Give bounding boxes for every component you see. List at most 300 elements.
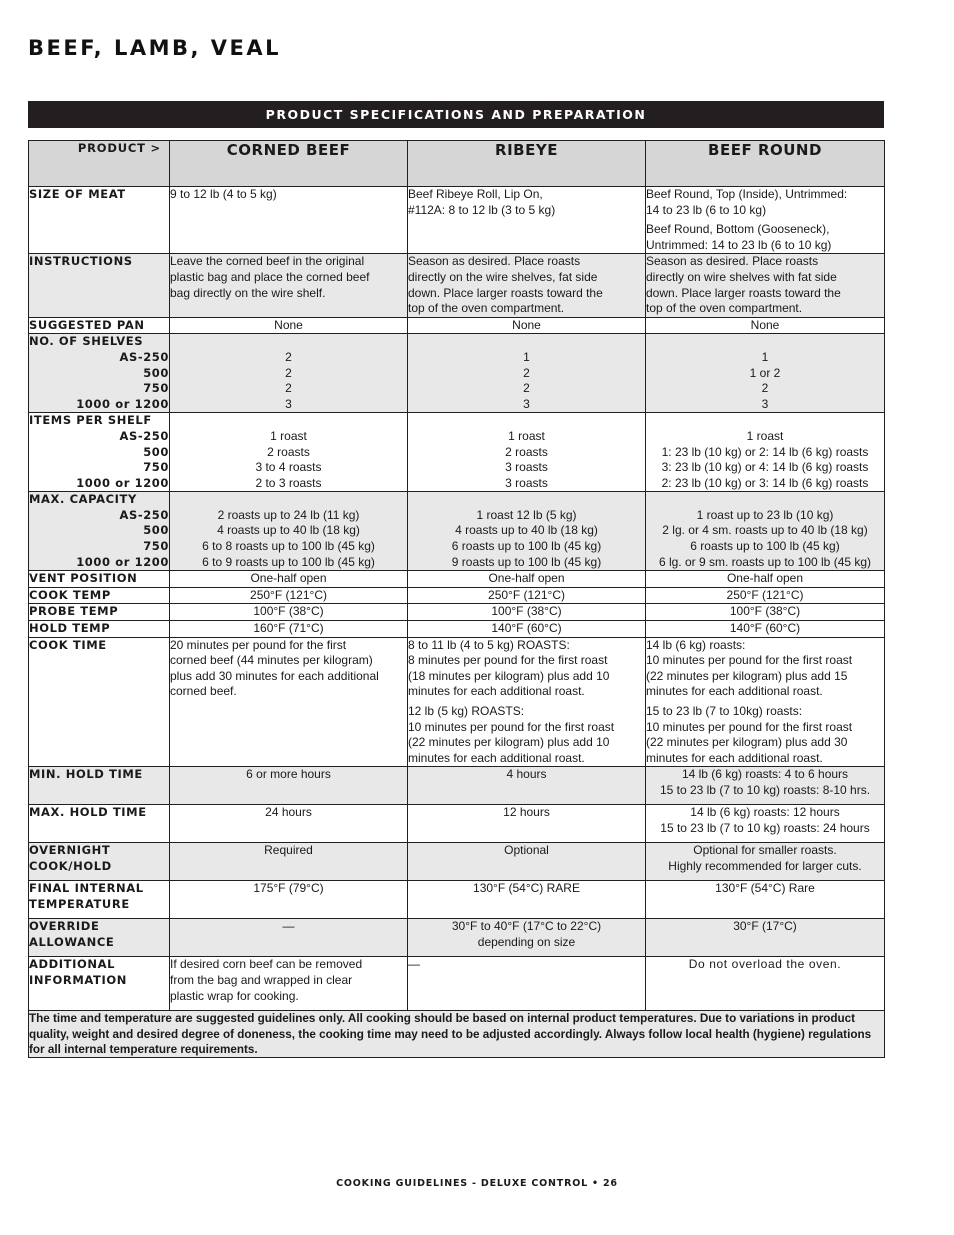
table-cell (646, 621, 885, 638)
row-label-text: INSTRUCTIONS (29, 254, 133, 269)
cell-paragraph (408, 254, 645, 316)
cell-text: 3 (285, 396, 292, 411)
cell-spacer (408, 492, 645, 508)
cell-paragraph (170, 254, 407, 301)
table-cell (408, 767, 646, 805)
row-label (29, 621, 170, 638)
cell-text: 10 minutes per pound for the first roast (408, 719, 615, 734)
cell-text: 15 to 23 lb (7 to 10 kg) roasts: 8-10 hrs. (659, 782, 871, 797)
row-label (29, 254, 170, 317)
cell-text: 6 roasts up to 100 lb (45 kg) (690, 539, 840, 554)
cell-paragraph (170, 508, 407, 570)
cell-text: 2 (285, 365, 292, 380)
cell-text: minutes for each additional roast. (646, 750, 823, 765)
cell-text: 2 (523, 365, 530, 380)
table-cell (408, 957, 646, 1011)
table-cell (646, 492, 885, 571)
cell-text: 140°F (60°C) (491, 621, 562, 636)
row-label-text: COOK/HOLD (29, 858, 112, 873)
table-cell (170, 881, 408, 919)
cell-text: 2 roasts (505, 444, 548, 459)
table-row-items-per-shelf (29, 413, 885, 492)
cell-paragraph (408, 919, 645, 950)
row-sublabel-model: 500 (143, 523, 169, 538)
cell-text: 10 minutes per pound for the first roast (646, 653, 853, 668)
table-cell (646, 604, 885, 621)
row-label-text: TEMPERATURE (29, 896, 130, 911)
table-row-override-allowance (29, 919, 885, 957)
cell-text: 140°F (60°C) (729, 621, 801, 636)
page-title: BEEF, LAMB, VEAL (28, 36, 282, 60)
cell-text: 6 to 9 roasts up to 100 lb (45 kg) (202, 554, 375, 569)
row-label (29, 334, 170, 413)
cell-text: One-half open (726, 571, 804, 586)
table-cell (170, 604, 408, 621)
cell-text: Season as desired. Place roasts (646, 254, 819, 269)
cell-paragraph (408, 571, 645, 587)
row-label-text: HOLD TEMP (29, 621, 111, 636)
table-cell (646, 571, 885, 588)
cell-text: 1 roast up to 23 lb (10 kg) (696, 507, 834, 522)
cell-text: Beef Round, Bottom (Gooseneck), (646, 222, 830, 237)
cell-text: 1 roast (270, 428, 307, 443)
cell-paragraph (646, 704, 884, 766)
table-cell (408, 317, 646, 334)
cell-paragraph (170, 881, 407, 897)
cell-text: 160°F (71°C) (253, 621, 324, 636)
table-cell (408, 571, 646, 588)
cell-text: 250°F (121°C) (250, 587, 327, 602)
cell-text: None (750, 317, 780, 332)
cell-text: 10 minutes per pound for the first roast (646, 719, 853, 734)
cell-text: minutes for each additional roast. (408, 684, 585, 699)
table-cell (646, 637, 885, 767)
cell-paragraph (646, 187, 884, 218)
cell-text: One-half open (250, 571, 327, 586)
row-label-text: COOK TEMP (29, 587, 111, 602)
cell-spacer (646, 492, 884, 508)
table-cell (408, 604, 646, 621)
table-row-suggested-pan (29, 317, 885, 334)
table-cell (170, 919, 408, 957)
cell-spacer (170, 413, 407, 429)
cell-text: directly on wire shelves with fat side (646, 269, 837, 284)
table-row-hold-temp (29, 621, 885, 638)
cell-text: Untrimmed: 14 to 23 lb (6 to 10 kg) (646, 237, 832, 252)
cell-paragraph (408, 429, 645, 491)
cell-paragraph (170, 919, 407, 935)
cell-text: 1 roast (746, 428, 784, 443)
table-cell (408, 919, 646, 957)
cell-paragraph (408, 881, 645, 897)
cell-text: (22 minutes per kilogram) plus add 30 (646, 735, 848, 750)
cell-text: 6 or more hours (246, 767, 331, 782)
page-footer: COOKING GUIDELINES - DELUXE CONTROL • 26 (336, 1178, 618, 1189)
cell-paragraph (646, 350, 884, 412)
row-label-text: SIZE OF MEAT (29, 187, 126, 201)
cell-paragraph (646, 881, 884, 897)
cell-text: 12 hours (503, 805, 550, 820)
row-label (29, 187, 170, 254)
cell-text: 100°F (38°C) (491, 604, 562, 619)
cell-text: 1: 23 lb (10 kg) or 2: 14 lb (6 kg) roasts (661, 444, 869, 459)
row-sublabel-model: 1000 or 1200 (76, 396, 169, 411)
row-label (29, 413, 170, 492)
table-cell (170, 805, 408, 843)
table-cell (170, 621, 408, 638)
cell-paragraph (170, 805, 407, 821)
row-sublabel-model: AS-250 (119, 428, 169, 443)
table-cell (170, 413, 408, 492)
cell-text: corned beef (44 minutes per kilogram) (170, 653, 373, 668)
table-cell (170, 587, 408, 604)
cell-text: 6 roasts up to 100 lb (45 kg) (451, 539, 602, 554)
cell-text: plastic bag and place the corned beef (170, 269, 370, 284)
cell-text: down. Place larger roasts toward the (408, 285, 603, 300)
cell-paragraph (646, 254, 884, 316)
cell-spacer (170, 334, 407, 350)
cell-text: 4 hours (506, 767, 547, 782)
table-cell (646, 587, 885, 604)
cell-text: 30°F (17°C) (733, 919, 797, 934)
cell-text: 2 to 3 roasts (255, 475, 322, 490)
cell-text: 2 lg. or 4 sm. roasts up to 40 lb (18 kg) (662, 523, 868, 538)
cell-text: Optional (504, 843, 549, 858)
table-cell (408, 621, 646, 638)
cell-paragraph (646, 222, 884, 253)
row-label-text: OVERRIDE (29, 919, 100, 934)
cell-text: 1 (761, 349, 769, 364)
table-cell (170, 334, 408, 413)
table-cell (170, 571, 408, 588)
cell-paragraph (646, 571, 884, 587)
cell-text: 9 to 12 lb (4 to 5 kg) (170, 187, 277, 201)
cell-text: Season as desired. Place roasts (408, 254, 581, 269)
cell-text: 3: 23 lb (10 kg) or 4: 14 lb (6 kg) roasts (661, 460, 869, 475)
row-label (29, 957, 170, 1011)
cell-paragraph (170, 621, 407, 637)
row-sublabel-model: AS-250 (119, 507, 169, 522)
cell-text: plus add 30 minutes for each additional (170, 668, 379, 683)
table-cell (170, 254, 408, 317)
row-sublabel-model: 750 (143, 381, 169, 396)
row-label-text: ITEMS PER SHELF (29, 413, 152, 428)
cell-text: 14 lb (6 kg) roasts: 4 to 6 hours (681, 767, 849, 782)
cell-text: 175°F (79°C) (253, 881, 324, 896)
cell-paragraph (408, 621, 645, 637)
table-cell (408, 334, 646, 413)
cell-text: 3 roasts (505, 475, 548, 490)
cell-paragraph (646, 621, 884, 637)
table-cell (646, 843, 885, 881)
cell-paragraph (408, 187, 645, 218)
cell-text: corned beef. (170, 684, 237, 699)
cell-text: 100°F (38°C) (729, 604, 801, 619)
cell-text: bag directly on the wire shelf. (170, 285, 326, 300)
cell-text: 100°F (38°C) (253, 604, 324, 619)
row-label-text: ADDITIONAL (29, 957, 116, 972)
cell-text: 15 to 23 lb (7 to 10 kg) roasts: 24 hours (660, 820, 870, 835)
row-label-text: NO. OF SHELVES (29, 334, 144, 349)
row-label-text: MAX. CAPACITY (29, 492, 137, 507)
table-cell (408, 413, 646, 492)
cell-spacer (646, 334, 884, 350)
row-label-text: PROBE TEMP (29, 604, 119, 619)
table-cell (408, 843, 646, 881)
table-cell (408, 881, 646, 919)
table-header-row (29, 141, 885, 187)
cell-paragraph (646, 638, 884, 700)
table-cell (646, 805, 885, 843)
cell-text: 30°F to 40°F (17°C to 22°C) (451, 919, 602, 934)
table-cell (408, 805, 646, 843)
row-sublabel-model: 1000 or 1200 (76, 554, 169, 569)
cell-text: 1 or 2 (749, 365, 781, 380)
cell-text: 130°F (54°C) RARE (473, 881, 580, 896)
cell-paragraph (646, 318, 884, 334)
row-label-text: ALLOWANCE (29, 934, 115, 949)
row-sublabel-model: 750 (143, 539, 169, 554)
cell-text: 3 to 4 roasts (255, 460, 322, 475)
cell-text: depending on size (477, 934, 576, 949)
row-label (29, 919, 170, 957)
column-header-corned-beef: CORNED BEEF (170, 141, 408, 187)
table-cell (646, 254, 885, 317)
column-header-beef-round: BEEF ROUND (646, 141, 885, 187)
row-sublabel-model: AS-250 (119, 349, 169, 364)
table-row-cook-temp (29, 587, 885, 604)
table-cell (408, 254, 646, 317)
cell-text: from the bag and wrapped in clear (170, 972, 353, 987)
cell-spacer (646, 413, 884, 429)
cell-text: down. Place larger roasts toward the (646, 285, 841, 300)
cell-text: 8 minutes per pound for the first roast (408, 653, 608, 668)
table-row-vent-position (29, 571, 885, 588)
cell-text: 3 (761, 396, 769, 411)
cell-paragraph (170, 318, 407, 334)
cell-text: 14 lb (6 kg) roasts: (646, 637, 746, 652)
cell-paragraph (170, 638, 407, 700)
cell-spacer (408, 413, 645, 429)
cell-text: minutes for each additional roast. (646, 684, 823, 699)
row-sublabel-model: 500 (143, 444, 169, 459)
cell-paragraph (646, 604, 884, 620)
cell-text: 20 minutes per pound for the first (170, 637, 347, 652)
row-label-text: VENT POSITION (29, 571, 138, 586)
cell-text: 24 hours (265, 805, 312, 820)
row-label-text: SUGGESTED PAN (29, 317, 145, 332)
product-spec-table (28, 140, 885, 1058)
table-row-overnight-cook-hold (29, 843, 885, 881)
cell-spacer (170, 492, 407, 508)
cell-text: 2 (285, 381, 292, 396)
table-row-probe-temp (29, 604, 885, 621)
table-row-additional-information (29, 957, 885, 1011)
product-label-header: PRODUCT > (29, 141, 170, 187)
cell-text: 14 lb (6 kg) roasts: 12 hours (690, 805, 840, 820)
row-label (29, 587, 170, 604)
cell-text: 15 to 23 lb (7 to 10kg) roasts: (646, 704, 803, 718)
table-cell (408, 187, 646, 254)
table-cell (170, 317, 408, 334)
cell-paragraph (646, 429, 884, 491)
cell-paragraph (646, 843, 884, 874)
cell-paragraph (646, 957, 884, 973)
table-row-max-hold-time (29, 805, 885, 843)
table-cell (646, 957, 885, 1011)
cell-paragraph (170, 604, 407, 620)
cell-text: Highly recommended for larger cuts. (668, 858, 862, 873)
table-cell (646, 187, 885, 254)
cell-paragraph (170, 957, 407, 1004)
cell-paragraph (170, 767, 407, 783)
table-cell (170, 187, 408, 254)
cell-text: 250°F (121°C) (488, 587, 565, 602)
table-cell (646, 334, 885, 413)
cell-text: 130°F (54°C) Rare (715, 881, 815, 896)
cell-text: 2 (523, 381, 530, 396)
cell-text: 4 roasts up to 40 lb (18 kg) (455, 523, 598, 538)
cell-paragraph (408, 704, 645, 766)
cell-text: Leave the corned beef in the original (170, 254, 365, 269)
row-label-text: FINAL INTERNAL (29, 881, 144, 896)
cell-text: None (512, 317, 541, 332)
cell-text: Optional for smaller roasts. (693, 843, 837, 858)
cell-text: top of the oven compartment. (408, 301, 565, 316)
row-label (29, 492, 170, 571)
cell-text: 3 (523, 396, 530, 411)
row-sublabel-model: 750 (143, 460, 169, 475)
row-label-text: COOK TIME (29, 637, 107, 652)
cell-text: 6 lg. or 9 sm. roasts up to 100 lb (45 kg) (658, 554, 872, 569)
row-label (29, 604, 170, 621)
table-cell (408, 492, 646, 571)
table-cell (646, 881, 885, 919)
table-cell (646, 919, 885, 957)
table-cell (646, 317, 885, 334)
cell-text: (22 minutes per kilogram) plus add 15 (646, 668, 848, 683)
table-cell (408, 587, 646, 604)
cell-paragraph (408, 805, 645, 821)
row-label (29, 767, 170, 805)
table-cell (170, 637, 408, 767)
cell-paragraph (170, 588, 407, 604)
cell-text: top of the oven compartment. (646, 301, 803, 316)
cell-text: 12 lb (5 kg) ROASTS: (408, 704, 525, 718)
cell-paragraph (170, 187, 407, 203)
cell-text: Beef Round, Top (Inside), Untrimmed: (646, 187, 848, 201)
cell-spacer (408, 334, 645, 350)
cell-text: plastic wrap for cooking. (170, 988, 299, 1003)
cell-text: 2 (285, 349, 292, 364)
cell-text: 1 (523, 349, 530, 364)
cell-paragraph (170, 429, 407, 491)
cell-paragraph (646, 805, 884, 836)
cell-paragraph (408, 843, 645, 859)
cell-text: Required (264, 843, 313, 858)
row-label (29, 571, 170, 588)
row-label (29, 805, 170, 843)
cell-paragraph (170, 571, 407, 587)
cell-paragraph (646, 588, 884, 604)
cell-text: 1 roast (508, 428, 545, 443)
table-row-final-internal-temperature (29, 881, 885, 919)
row-label (29, 881, 170, 919)
section-banner: PRODUCT SPECIFICATIONS AND PREPARATION (28, 101, 884, 128)
cell-paragraph (408, 350, 645, 412)
cell-text: Beef Ribeye Roll, Lip On, (408, 187, 543, 201)
cell-text: If desired corn beef can be removed (170, 957, 363, 972)
cell-text: 8 to 11 lb (4 to 5 kg) ROASTS: (408, 637, 570, 652)
row-sublabel-model: 1000 or 1200 (76, 475, 169, 490)
cell-text: #112A: 8 to 12 lb (3 to 5 kg) (408, 202, 556, 217)
table-row-size-of-meat (29, 187, 885, 254)
cell-paragraph (408, 604, 645, 620)
column-header-ribeye: RIBEYE (408, 141, 646, 187)
cell-paragraph (170, 350, 407, 412)
row-label (29, 637, 170, 767)
table-row-instructions (29, 254, 885, 317)
cell-text: — (282, 919, 295, 934)
cell-text: 6 to 8 roasts up to 100 lb (45 kg) (202, 539, 375, 554)
table-cell (170, 957, 408, 1011)
cell-text: 3 roasts (505, 460, 548, 475)
row-label-text: MIN. HOLD TIME (29, 767, 143, 782)
row-label (29, 317, 170, 334)
cell-text: 2 roasts up to 24 lb (11 kg) (217, 507, 360, 522)
table-cell (408, 637, 646, 767)
cell-paragraph (408, 318, 645, 334)
cell-paragraph (408, 588, 645, 604)
cell-text: 14 to 23 lb (6 to 10 kg) (646, 202, 767, 217)
cell-text: 2: 23 lb (10 kg) or 3: 14 lb (6 kg) roasts (661, 475, 869, 490)
cell-text: — (408, 957, 420, 972)
cell-text: (18 minutes per kilogram) plus add 10 (408, 668, 610, 683)
cell-text: (22 minutes per kilogram) plus add 10 (408, 735, 610, 750)
table-row-no-of-shelves (29, 334, 885, 413)
row-label-text: OVERNIGHT (29, 843, 111, 858)
cell-text: Do not overload the oven. (688, 957, 842, 972)
cell-text: minutes for each additional roast. (408, 750, 585, 765)
cell-text: One-half open (488, 571, 565, 586)
table-cell (170, 492, 408, 571)
cell-paragraph (646, 919, 884, 935)
cell-text: 2 (761, 381, 769, 396)
table-cell (170, 767, 408, 805)
table-cell (646, 767, 885, 805)
table-cell (646, 413, 885, 492)
row-label (29, 843, 170, 881)
cell-text: 1 roast 12 lb (5 kg) (476, 507, 577, 522)
cell-paragraph (408, 508, 645, 570)
table-row-cook-time (29, 637, 885, 767)
cell-paragraph (646, 767, 884, 798)
cell-paragraph (646, 508, 884, 570)
guideline-note: The time and temperature are suggested guidelines only. All cooking should be based on internal product temperatures. Due to variations in product quality, weight and desired degree of doneness, the cooking time may need to be adjusted accordingly. Always follow local health (hygiene) regulations for all internal temperature requirements. (29, 1011, 885, 1058)
row-label-text: MAX. HOLD TIME (29, 805, 147, 820)
cell-paragraph (408, 957, 645, 973)
cell-paragraph (170, 843, 407, 859)
row-sublabel-model: 500 (143, 365, 169, 380)
cell-text: directly on the wire shelves, fat side (408, 269, 598, 284)
cell-text: 250°F (121°C) (726, 587, 804, 602)
cell-text: 2 roasts (267, 444, 310, 459)
cell-paragraph (408, 767, 645, 783)
row-label-text: INFORMATION (29, 972, 127, 987)
table-row-min-hold-time (29, 767, 885, 805)
cell-text: None (274, 317, 303, 332)
cell-paragraph (408, 638, 645, 700)
